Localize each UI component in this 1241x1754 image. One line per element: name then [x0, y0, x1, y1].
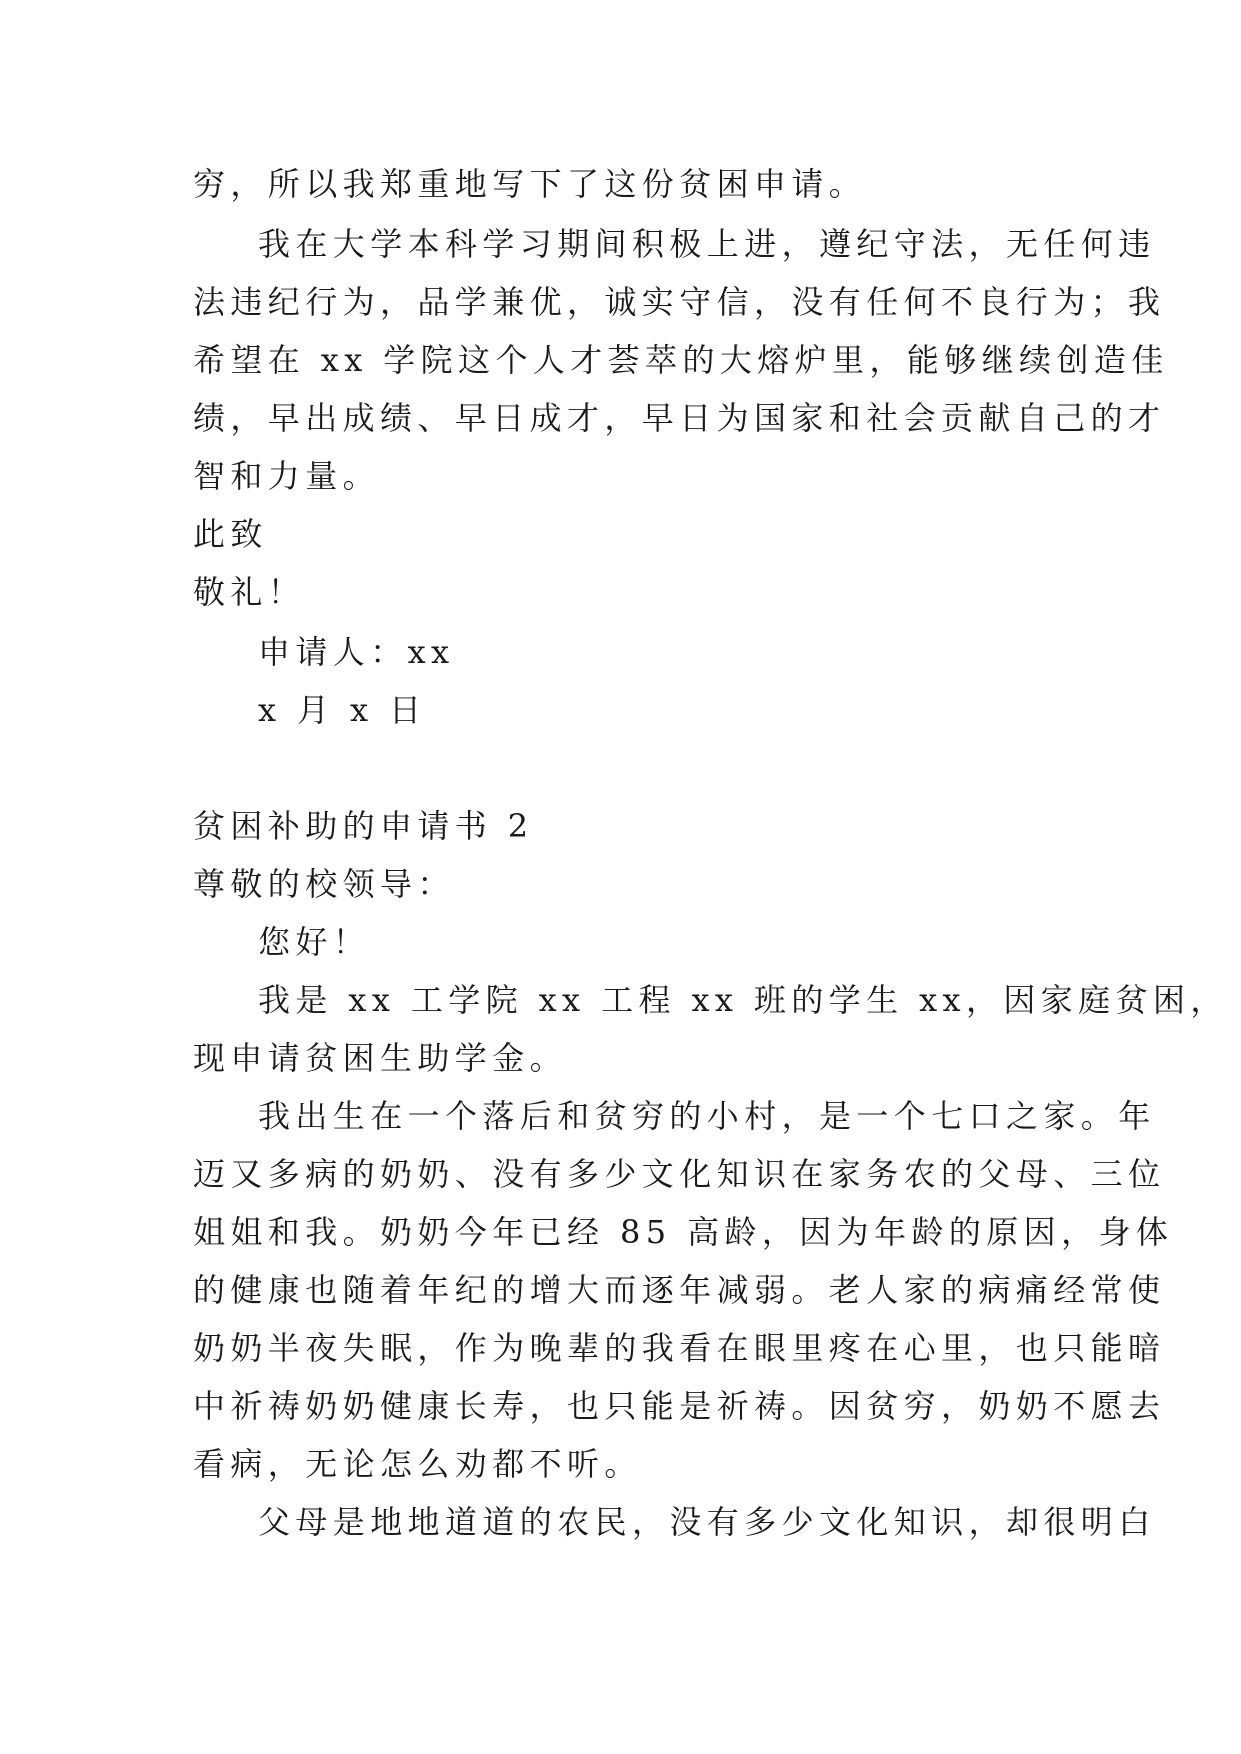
paragraph-line: 穷，所以我郑重地写下了这份贫困申请。: [193, 165, 867, 203]
paragraph-line: 我在大学本科学习期间积极上进，遵纪守法，无任何违: [258, 225, 1156, 263]
paragraph-line: 奶奶半夜失眠，作为晚辈的我看在眼里疼在心里，也只能暗: [193, 1329, 1166, 1367]
paragraph-line: 的健康也随着年纪的增大而逐年减弱。老人家的病痛经常使: [193, 1271, 1166, 1309]
paragraph-line: 父母是地地道道的农民，没有多少文化知识，却很明白: [258, 1503, 1156, 1541]
paragraph-line: 智和力量。: [193, 457, 381, 495]
closing-line: 此致: [193, 515, 268, 553]
paragraph-line: 现申请贫困生助学金。: [193, 1039, 568, 1077]
closing-salutation: 敬礼！: [193, 573, 306, 611]
paragraph-line: 绩，早出成绩、早日成才，早日为国家和社会贡献自己的才: [193, 399, 1166, 437]
paragraph-line: 法违纪行为，品学兼优，诚实守信，没有任何不良行为；我: [193, 283, 1166, 321]
paragraph-line: 希望在 xx 学院这个人才荟萃的大熔炉里，能够继续创造佳: [193, 341, 1169, 379]
paragraph-line: 看病，无论怎么劝都不听。: [193, 1445, 642, 1483]
paragraph-line: 我出生在一个落后和贫穷的小村，是一个七口之家。年: [258, 1097, 1156, 1135]
paragraph-line: 中祈祷奶奶健康长寿，也只能是祈祷。因贫穷，奶奶不愿去: [193, 1387, 1166, 1425]
signature-applicant: 申请人：xx: [258, 633, 455, 671]
greeting: 尊敬的校领导：: [193, 865, 455, 903]
paragraph-line: 迈又多病的奶奶、没有多少文化知识在家务农的父母、三位: [193, 1155, 1166, 1193]
greeting-hello: 您好！: [258, 923, 371, 961]
paragraph-line: 姐姐和我。奶奶今年已经 85 高龄，因为年龄的原因，身体: [193, 1213, 1174, 1251]
signature-date: x 月 x 日: [258, 691, 427, 729]
paragraph-line: 我是 xx 工学院 xx 工程 xx 班的学生 xx，因家庭贫困，: [258, 981, 1228, 1019]
document-title: 贫困补助的申请书 2: [193, 807, 534, 845]
